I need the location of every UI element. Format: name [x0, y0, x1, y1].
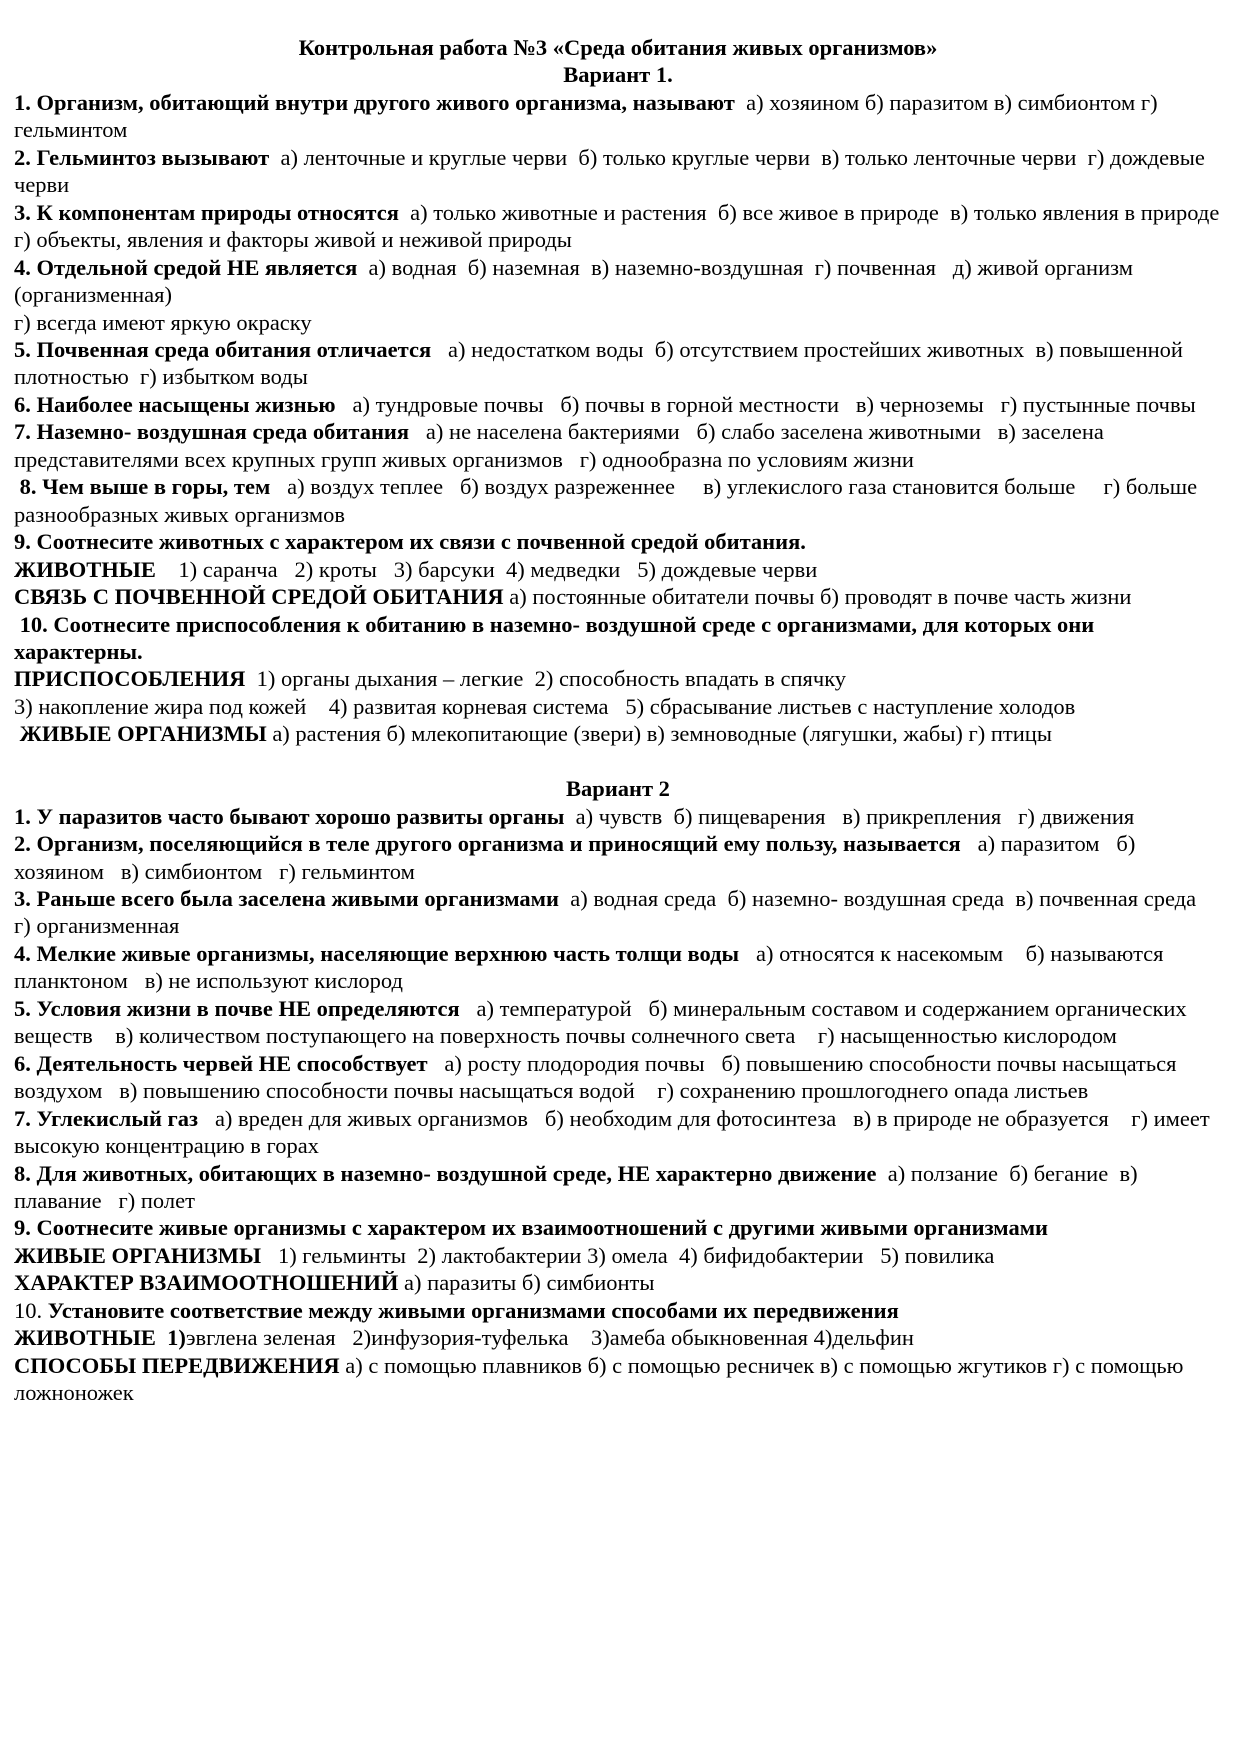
variant-2-paragraphs: [14, 803, 1222, 1407]
bold-text-segment: 8. Чем выше в горы, тем: [14, 474, 271, 500]
paragraph: [14, 1160, 1222, 1215]
text-segment: а) ленточные и круглые черви б) только круглые черви в) только ленточные черви г) дождевые черви: [14, 144, 1211, 198]
paragraph: [14, 995, 1222, 1050]
text-segment: а) хозяином б) паразитом в) симбионтом г) гельминтом: [14, 89, 1164, 143]
variant-1-heading: Вариант 1.: [563, 62, 673, 88]
text-segment: а) паразитом б) хозяином в) симбионтом г) гельминтом: [14, 831, 1141, 884]
paragraph: [14, 940, 1222, 995]
bold-text-segment: 4. Отдельной средой НЕ является: [14, 254, 358, 280]
text-segment: а) росту плодородия почвы б) повышению способности почвы насыщаться воздухом в) повышению способности почвы насыщаться водой г) сохранению прошлогоднего опада листьев: [14, 1050, 1183, 1104]
paragraph: [14, 144, 1222, 199]
variant-1-paragraphs: [14, 89, 1237, 748]
paragraph: [14, 720, 1222, 747]
text-segment: а) чувств б) пищеварения в) прикрепления г) движения: [564, 803, 1135, 829]
text-segment: а) ползание б) бегание в) плавание г) полет: [14, 1160, 1144, 1214]
bold-text-segment: 6. Наиболее насыщены жизнью: [14, 391, 336, 417]
bold-text-segment: 7. Углекислый газ: [14, 1105, 199, 1131]
paragraph: [14, 336, 1222, 391]
bold-text-segment: 7. Наземно- воздушная среда обитания: [14, 419, 410, 445]
paragraph: [14, 1105, 1222, 1160]
text-segment: 3) накопление жира под кожей 4) развитая корневая система 5) сбрасывание листьев с наступление холодов: [14, 693, 1076, 719]
paragraph: [14, 391, 1222, 418]
paragraph: [14, 556, 1222, 583]
text-segment: а) водная б) наземная в) наземно-воздушная г) почвенная д) живой организм (организменная): [14, 254, 1139, 308]
text-segment: а) не населена бактериями б) слабо заселена животными в) заселена представителями всех крупных групп живых организмов г) однообразна по условиям жизни: [14, 419, 1110, 472]
text-segment: а) вреден для живых организмов б) необходим для фотосинтеза в) в природе не образуется г) имеет высокую концентрацию в горах: [14, 1105, 1216, 1159]
text-segment: эвглена зеленая 2)инфузория-туфелька 3)амеба обыкновенная 4)дельфин: [185, 1325, 914, 1351]
bold-text-segment: 3. Раньше всего была заселена живыми организмами: [14, 886, 559, 912]
bold-text-segment: 8. Для животных, обитающих в наземно- воздушной среде, НЕ характерно движение: [14, 1160, 877, 1186]
bold-text-segment: ПРИСПОСОБЛЕНИЯ: [14, 666, 246, 692]
text-segment: а) водная среда б) наземно- воздушная среда в) почвенная среда г) организменная: [14, 886, 1208, 939]
paragraph: [14, 665, 1222, 692]
paragraph: [14, 1297, 1222, 1324]
bold-text-segment: 9. Соотнесите живые организмы с характером их взаимоотношений с другими живыми организмами: [14, 1215, 1049, 1241]
bold-text-segment: 2. Гельминтоз вызывают: [14, 144, 270, 170]
bold-text-segment: 1. У паразитов часто бывают хорошо развиты органы: [14, 803, 565, 829]
paragraph: [14, 199, 1237, 254]
text-segment: 1) саранча 2) кроты 3) барсуки 4) медведки 5) дождевые черви: [155, 556, 818, 582]
variant-2-heading: Вариант 2: [566, 776, 670, 802]
bold-text-segment: 2. Организм, поселяющийся в теле другого организма и приносящий ему пользу, называется: [14, 831, 961, 857]
paragraph: [14, 693, 1222, 720]
bold-text-segment: СПОСОБЫ ПЕРЕДВИЖЕНИЯ: [14, 1352, 340, 1378]
text-segment: а) растения б) млекопитающие (звери) в) земноводные (лягушки, жабы) г) птицы: [266, 721, 1052, 747]
text-segment: а) температурой б) минеральным составом и содержанием органических веществ в) количеством поступающего на поверхность почвы солнечного света г) насыщенностью кислородом: [14, 995, 1193, 1049]
paragraph: [14, 1242, 1222, 1269]
text-segment: г) всегда имеют яркую окраску: [14, 309, 312, 335]
paragraph: [14, 309, 1222, 336]
paragraph: [14, 885, 1222, 940]
bold-text-segment: СВЯЗЬ С ПОЧВЕННОЙ СРЕДОЙ ОБИТАНИЯ: [14, 584, 504, 610]
paragraph: [14, 528, 1222, 555]
paragraph: [14, 1050, 1222, 1105]
paragraph: [14, 89, 1222, 144]
bold-text-segment: 5. Почвенная среда обитания отличается: [14, 336, 432, 362]
bold-text-segment: 6. Деятельность червей НЕ способствует: [14, 1050, 428, 1076]
text-segment: а) относятся к насекомым б) называются планктоном в) не используют кислород: [14, 940, 1170, 994]
paragraph: [14, 418, 1222, 473]
text-segment: а) с помощью плавников б) с помощью ресничек в) с помощью жгутиков г) с помощью ложноножек: [14, 1352, 1190, 1406]
bold-text-segment: 4. Мелкие живые организмы, населяющие верхнюю часть толщи воды: [14, 940, 740, 966]
paragraph: [14, 1214, 1222, 1241]
text-segment: а) паразиты б) симбионты: [398, 1270, 655, 1296]
bold-text-segment: Установите соответствие между живыми организмами способами их передвижения: [47, 1297, 899, 1323]
text-segment: 10.: [14, 1297, 48, 1323]
bold-text-segment: ЖИВОТНЫЕ 1): [14, 1325, 186, 1351]
text-segment: а) только животные и растения б) все живое в природе в) только явления в природе г) объекты, явления и факторы живой и неживой природы: [14, 199, 1237, 253]
bold-text-segment: 9. Соотнесите животных с характером их связи с почвенной средой обитания.: [14, 529, 806, 555]
paragraph: [14, 1352, 1222, 1407]
paragraph: [14, 611, 1222, 666]
paragraph: [14, 803, 1222, 830]
text-segment: а) недостатком воды б) отсутствием простейших животных в) повышенной плотностью г) избытком воды: [14, 336, 1189, 390]
document-title: Контрольная работа №3 «Среда обитания живых организмов»: [298, 35, 938, 60]
paragraph: [14, 473, 1222, 528]
bold-text-segment: ЖИВОТНЫЕ: [14, 556, 156, 582]
paragraph: [14, 583, 1222, 610]
bold-text-segment: 3. К компонентам природы относятся: [14, 199, 399, 225]
text-segment: 1) органы дыхания – легкие 2) способность впадать в спячку: [245, 666, 847, 692]
text-segment: 1) гельминты 2) лактобактерии 3) омела 4) бифидобактерии 5) повилика: [261, 1242, 995, 1268]
text-segment: а) воздух теплее б) воздух разреженнее в) углекислого газа становится больше г) больше разнообразных живых организмов: [14, 474, 1203, 527]
paragraph: [14, 1324, 1222, 1351]
paragraph: [14, 1269, 1222, 1296]
text-segment: а) постоянные обитатели почвы б) проводят в почве часть жизни: [503, 584, 1132, 610]
paragraph: [14, 254, 1222, 309]
bold-text-segment: 5. Условия жизни в почве НЕ определяются: [14, 995, 460, 1021]
bold-text-segment: ЖИВЫЕ ОРГАНИЗМЫ: [14, 721, 267, 747]
paragraph: [14, 830, 1222, 885]
bold-text-segment: ЖИВЫЕ ОРГАНИЗМЫ: [14, 1242, 262, 1268]
bold-text-segment: 1. Организм, обитающий внутри другого живого организма, называют: [14, 89, 735, 115]
text-segment: а) тундровые почвы б) почвы в горной местности в) черноземы г) пустынные почвы: [335, 391, 1196, 417]
bold-text-segment: ХАРАКТЕР ВЗАИМООТНОШЕНИЙ: [14, 1270, 399, 1296]
bold-text-segment: 10. Соотнесите приспособления к обитанию в наземно- воздушной среде с организмами, для которых они характерны.: [14, 611, 1100, 664]
